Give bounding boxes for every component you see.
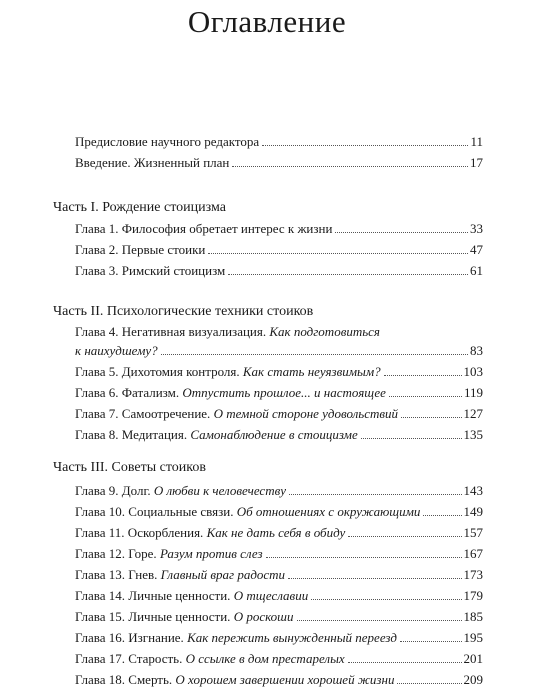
toc-page-number: 201 xyxy=(463,651,483,666)
toc-page-number: 179 xyxy=(463,588,483,603)
toc-entry-chapter-12[interactable] xyxy=(75,541,483,561)
toc-page-number: 157 xyxy=(463,525,483,540)
toc-entry-introduction[interactable] xyxy=(75,150,483,170)
leader-dots xyxy=(361,438,462,439)
toc-entry-chapter-18[interactable] xyxy=(75,667,483,687)
toc-page-number: 33 xyxy=(470,221,483,236)
page-title: Оглавление xyxy=(187,4,347,39)
toc-entry-preface[interactable] xyxy=(75,129,483,149)
part-heading-3: Часть III. Советы стоиков xyxy=(53,460,206,475)
toc-entry-chapter-9[interactable] xyxy=(75,478,483,498)
toc-entry-chapter-14[interactable] xyxy=(75,583,483,603)
toc-entry-label: Глава 7. Самоотречение. О темной стороне удовольствий xyxy=(75,406,398,421)
toc-entry-label: Глава 13. Гнев. Главный враг радости xyxy=(75,567,286,582)
toc-page-number: 185 xyxy=(463,609,483,624)
toc-entry-chapter-16[interactable] xyxy=(75,625,483,645)
part-heading-2: Часть II. Психологические техники стоиков xyxy=(53,304,314,319)
toc-page-number: 173 xyxy=(463,567,483,582)
toc-entry-label: Глава 6. Фатализм. Отпустить прошлое... и настоящее xyxy=(75,385,386,400)
toc-entry-label: Глава 12. Горе. Разум против слез xyxy=(75,546,263,561)
toc-entry-label: Глава 5. Дихотомия контроля. Как стать неуязвимым? xyxy=(75,364,381,379)
leader-dots xyxy=(208,253,468,254)
toc-entry-label: Глава 14. Личные ценности. О тщеславии xyxy=(75,588,309,603)
leader-dots xyxy=(232,166,468,167)
toc-page-number: 17 xyxy=(470,155,483,170)
toc-entry-chapter-7[interactable] xyxy=(75,401,483,421)
toc-entry-chapter-3[interactable] xyxy=(75,258,483,278)
toc-page-number: 135 xyxy=(463,427,483,442)
toc-entry-label: Глава 17. Старость. О ссылке в дом престарелых xyxy=(75,651,345,666)
toc-page-number: 195 xyxy=(463,630,483,645)
toc-entry-chapter-13[interactable] xyxy=(75,562,483,582)
leader-dots xyxy=(400,641,462,642)
toc-page-number: 119 xyxy=(463,385,483,400)
toc-entry-label: Глава 4. Негативная визуализация. xyxy=(75,324,267,339)
leader-dots xyxy=(335,232,468,233)
toc-entry-chapter-2[interactable] xyxy=(75,237,483,257)
toc-page-number: 149 xyxy=(463,504,483,519)
toc-page-number: 47 xyxy=(470,242,483,257)
leader-dots xyxy=(348,662,462,663)
toc-entry-label: Глава 9. Долг. О любви к человечеству xyxy=(75,483,286,498)
leader-dots xyxy=(266,557,462,558)
toc-entry-chapter-5[interactable] xyxy=(75,359,483,379)
toc-page-number: 103 xyxy=(463,364,483,379)
toc-entry-chapter-4-continued[interactable] xyxy=(75,338,483,358)
toc-entry-chapter-1[interactable] xyxy=(75,216,483,236)
leader-dots xyxy=(289,494,462,495)
toc-entry-label: Глава 11. Оскорбления. Как не дать себя в обиду xyxy=(75,525,346,540)
toc-entry-label: Глава 10. Социальные связи. Об отношениях с окружающими xyxy=(75,504,421,519)
toc-entry-label: Глава 16. Изгнание. Как пережить вынужденный переезд xyxy=(75,630,397,645)
toc-entry-subtitle: к наихудшему? xyxy=(75,343,158,358)
leader-dots xyxy=(262,145,468,146)
leader-dots xyxy=(288,578,461,579)
toc-entry-label: Введение. Жизненный план xyxy=(75,155,230,170)
toc-page-number: 209 xyxy=(463,672,483,687)
toc-entry-label: Глава 18. Смерть. О хорошем завершении хорошей жизни xyxy=(75,672,395,687)
toc-entry-chapter-8[interactable] xyxy=(75,422,483,442)
toc-page-number: 143 xyxy=(463,483,483,498)
leader-dots xyxy=(161,354,468,355)
toc-entry-label: Глава 1. Философия обретает интерес к жизни xyxy=(75,221,333,236)
toc-entry-chapter-17[interactable] xyxy=(75,646,483,666)
toc-entry-chapter-11[interactable] xyxy=(75,520,483,540)
toc-page-number: 167 xyxy=(463,546,483,561)
leader-dots xyxy=(311,599,461,600)
toc-page-number: 11 xyxy=(470,134,483,149)
leader-dots xyxy=(423,515,461,516)
toc-entry-chapter-6[interactable] xyxy=(75,380,483,400)
toc-entry-chapter-10[interactable] xyxy=(75,499,483,519)
toc-entry-subtitle: Как подготовиться xyxy=(269,324,380,339)
leader-dots xyxy=(348,536,461,537)
toc-page-number: 127 xyxy=(463,406,483,421)
part-heading-1: Часть I. Рождение стоицизма xyxy=(53,200,226,215)
leader-dots xyxy=(384,375,462,376)
toc-page-number: 61 xyxy=(470,263,483,278)
toc-page-number: 83 xyxy=(470,343,483,358)
toc-entry-chapter-15[interactable] xyxy=(75,604,483,624)
toc-entry-label: Глава 15. Личные ценности. О роскоши xyxy=(75,609,294,624)
toc-entry-label: Глава 3. Римский стоицизм xyxy=(75,263,226,278)
toc-entry-continuation xyxy=(75,343,158,358)
leader-dots xyxy=(397,683,461,684)
toc-entry-label: Глава 2. Первые стоики xyxy=(75,242,206,257)
toc-entry-label: Глава 8. Медитация. Самонаблюдение в стоицизме xyxy=(75,427,358,442)
leader-dots xyxy=(401,417,462,418)
leader-dots xyxy=(389,396,462,397)
leader-dots xyxy=(297,620,462,621)
leader-dots xyxy=(228,274,468,275)
toc-entry-label: Предисловие научного редактора xyxy=(75,134,260,149)
